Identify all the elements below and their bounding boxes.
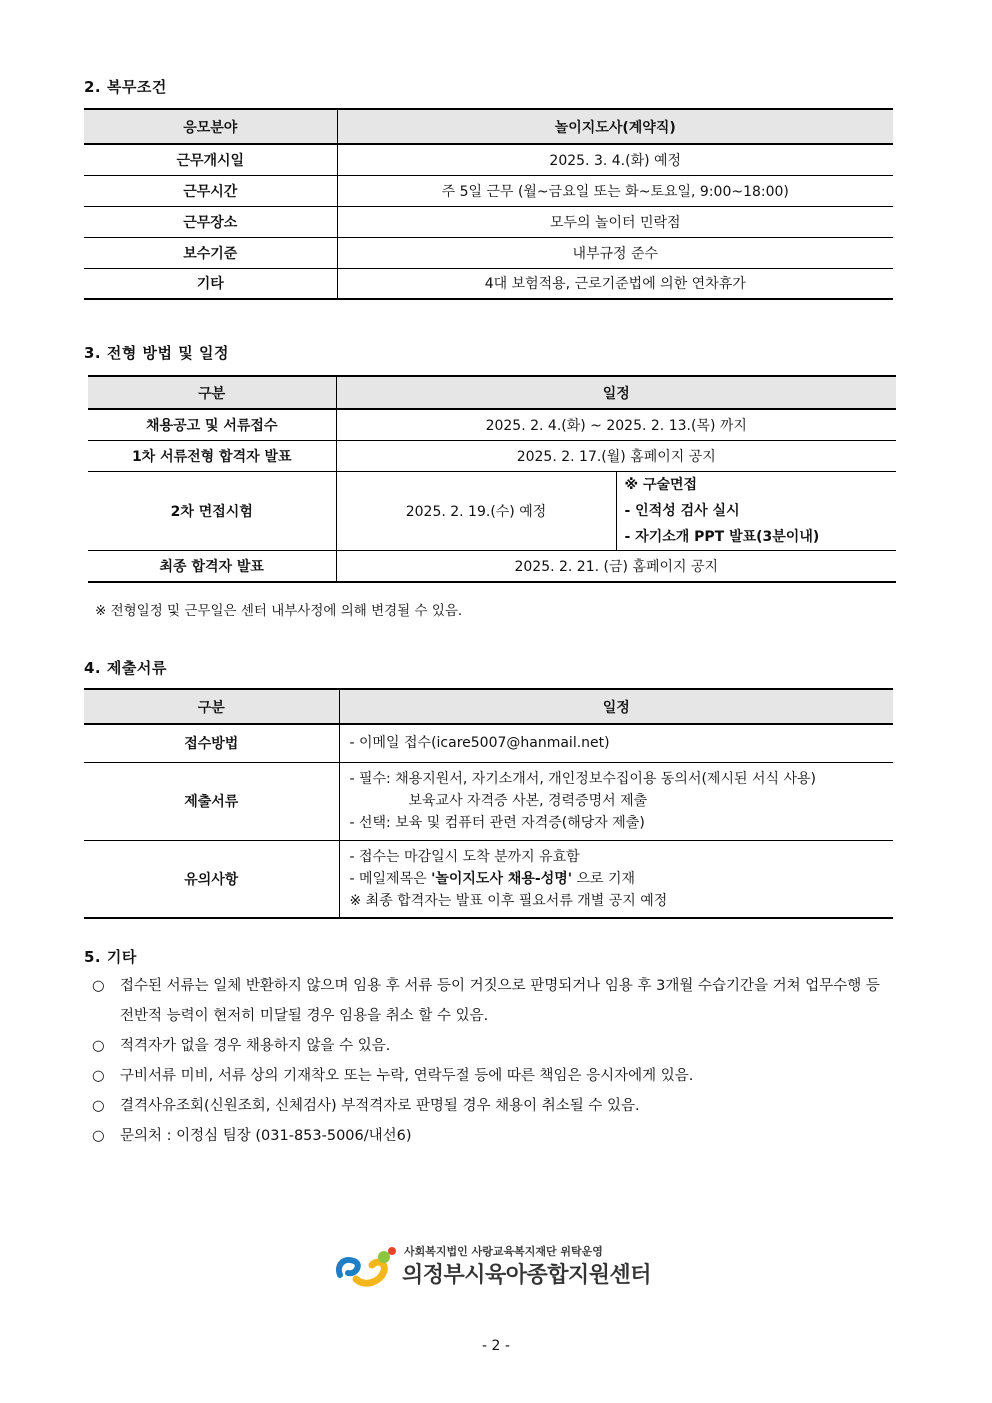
doc-text: - 메일제목은: [349, 870, 432, 887]
row-value: 2025. 2. 4.(화) ~ 2025. 2. 13.(목) 까지: [336, 409, 896, 440]
doc-line: - 접수는 마감일시 도착 분까지 유효함: [349, 848, 580, 865]
doc-line: 보육교사 자격증 사본, 경력증명서 제출: [408, 793, 648, 809]
table-row: [84, 175, 893, 206]
row-value: 주 5일 근무 (월~금요일 또는 화~토요일, 9:00~18:00): [337, 175, 893, 206]
header-cell: 일정: [336, 376, 896, 409]
service-conditions-table: [84, 108, 893, 300]
header-cell: 놀이지도사(계약직): [337, 109, 893, 144]
row-label: 유의사항: [84, 840, 339, 918]
row-label: 기타: [84, 268, 337, 299]
list-item: [92, 1031, 892, 1061]
row-value: [339, 724, 893, 762]
row-label: 최종 합격자 발표: [88, 550, 336, 582]
table-row: [88, 409, 896, 440]
doc-line: - 필수: 채용지원서, 자기소개서, 개인정보수집이용 동의서(제시된 서식 사용): [349, 771, 816, 787]
circle-bullet-icon: ○: [92, 1038, 105, 1054]
section-5-title: 5. 기타: [84, 948, 137, 966]
list-item-text: 접수된 서류는 일체 반환하지 않으며 임용 후 서류 등이 거짓으로 판명되거나 임용 후 3개월 수습기간을 거쳐 업무수행 등 전반적 능력이 현저히 미달될 경우 임용을 취소 할 수 있음.: [120, 978, 880, 1024]
doc-line: [350, 868, 894, 890]
row-label: 보수기준: [84, 237, 337, 268]
header-cell: 일정: [339, 689, 893, 724]
doc-line: ※ 최종 합격자는 발표 이후 필요서류 개별 공지 예정: [349, 892, 668, 909]
circle-bullet-icon: ○: [92, 978, 105, 994]
list-item-text: 결격사유조회(신원조회, 신체검사) 부적격자로 판명될 경우 채용이 취소될 수 있음.: [120, 1098, 640, 1114]
logo-subtitle: 사회복지법인 사랑교육복지재단 위탁운영: [404, 1245, 603, 1258]
list-item-text: 구비서류 미비, 서류 상의 기재착오 또는 누락, 연락두절 등에 따른 책임은 응시자에게 있음.: [120, 1068, 694, 1084]
circle-bullet-icon: ○: [92, 1068, 105, 1084]
doc-line: - 선택: 보육 및 컴퓨터 관련 자격증(해당자 제출): [349, 815, 645, 831]
table-row: [84, 206, 893, 237]
row-label: 접수방법: [84, 724, 339, 762]
header-cell: 구분: [88, 376, 336, 409]
interview-note: - 자기소개 PPT 발표(3분이내): [624, 528, 820, 545]
doc-text: 으로 기재: [572, 870, 636, 887]
list-item: [92, 971, 892, 1031]
doc-line: - 이메일 접수(icare5007@hanmail.net): [349, 735, 610, 752]
list-item-text: 문의처 : 이정심 팀장 (031-853-5006/내선6): [120, 1128, 412, 1144]
row-label: 근무장소: [84, 206, 337, 237]
table-row: [88, 471, 896, 550]
row-value: 2025. 2. 17.(월) 홈페이지 공지: [336, 440, 896, 471]
interview-notes: [616, 471, 896, 550]
row-value: 4대 보험적용, 근로기준법에 의한 연차휴가: [337, 268, 893, 299]
row-value: [339, 762, 893, 840]
list-item: [92, 1091, 892, 1121]
table-header-row: [84, 109, 893, 144]
selection-schedule-table: [88, 375, 896, 583]
list-item-text: 적격자가 없을 경우 채용하지 않을 수 있음.: [120, 1038, 391, 1054]
table-row: [84, 144, 893, 175]
center-emblem-icon: [334, 1245, 400, 1289]
row-value: 2025. 2. 19.(수) 예정: [336, 471, 616, 550]
misc-list: [92, 971, 892, 1151]
table-row: [84, 237, 893, 268]
interview-note: ※ 구술면접: [624, 476, 698, 493]
page-number: - 2 -: [482, 1338, 510, 1354]
section-4-title: 4. 제출서류: [84, 659, 167, 677]
circle-bullet-icon: ○: [92, 1128, 105, 1144]
documents-table: [84, 688, 893, 919]
row-value: 모두의 놀이터 민락점: [337, 206, 893, 237]
row-value: 2025. 2. 21. (금) 홈페이지 공지: [336, 550, 896, 582]
header-cell: 구분: [84, 689, 339, 724]
logo-name: 의정부시육아종합지원센터: [402, 1263, 652, 1288]
table-row: [84, 268, 893, 299]
row-label: 제출서류: [84, 762, 339, 840]
row-value: 내부규정 준수: [337, 237, 893, 268]
row-value: 2025. 3. 4.(화) 예정: [337, 144, 893, 175]
row-label: 근무시간: [84, 175, 337, 206]
header-cell: 응모분야: [84, 109, 337, 144]
table-row: [84, 762, 893, 840]
table-row: [84, 724, 893, 762]
list-item: [92, 1121, 892, 1151]
section-3-title: 3. 전형 방법 및 일정: [84, 344, 229, 362]
row-value: [339, 840, 893, 918]
row-label: 2차 면접시험: [88, 471, 336, 550]
table-row: [88, 440, 896, 471]
table-header-row: [88, 376, 896, 409]
circle-bullet-icon: ○: [92, 1098, 105, 1114]
table-row: [88, 550, 896, 582]
schedule-note: ※ 전형일정 및 근무일은 센터 내부사정에 의해 변경될 수 있음.: [95, 603, 463, 619]
row-label: 근무개시일: [84, 144, 337, 175]
section-2-title: 2. 복무조건: [84, 78, 167, 96]
center-logo: [334, 1243, 654, 1289]
table-header-row: [84, 689, 893, 724]
table-row: [84, 840, 893, 918]
list-item: [92, 1061, 892, 1091]
mail-subject-format: '놀이지도사 채용-성명': [431, 870, 573, 887]
row-label: 채용공고 및 서류접수: [88, 409, 336, 440]
interview-note: - 인적성 검사 실시: [624, 502, 740, 519]
row-label: 1차 서류전형 합격자 발표: [88, 440, 336, 471]
